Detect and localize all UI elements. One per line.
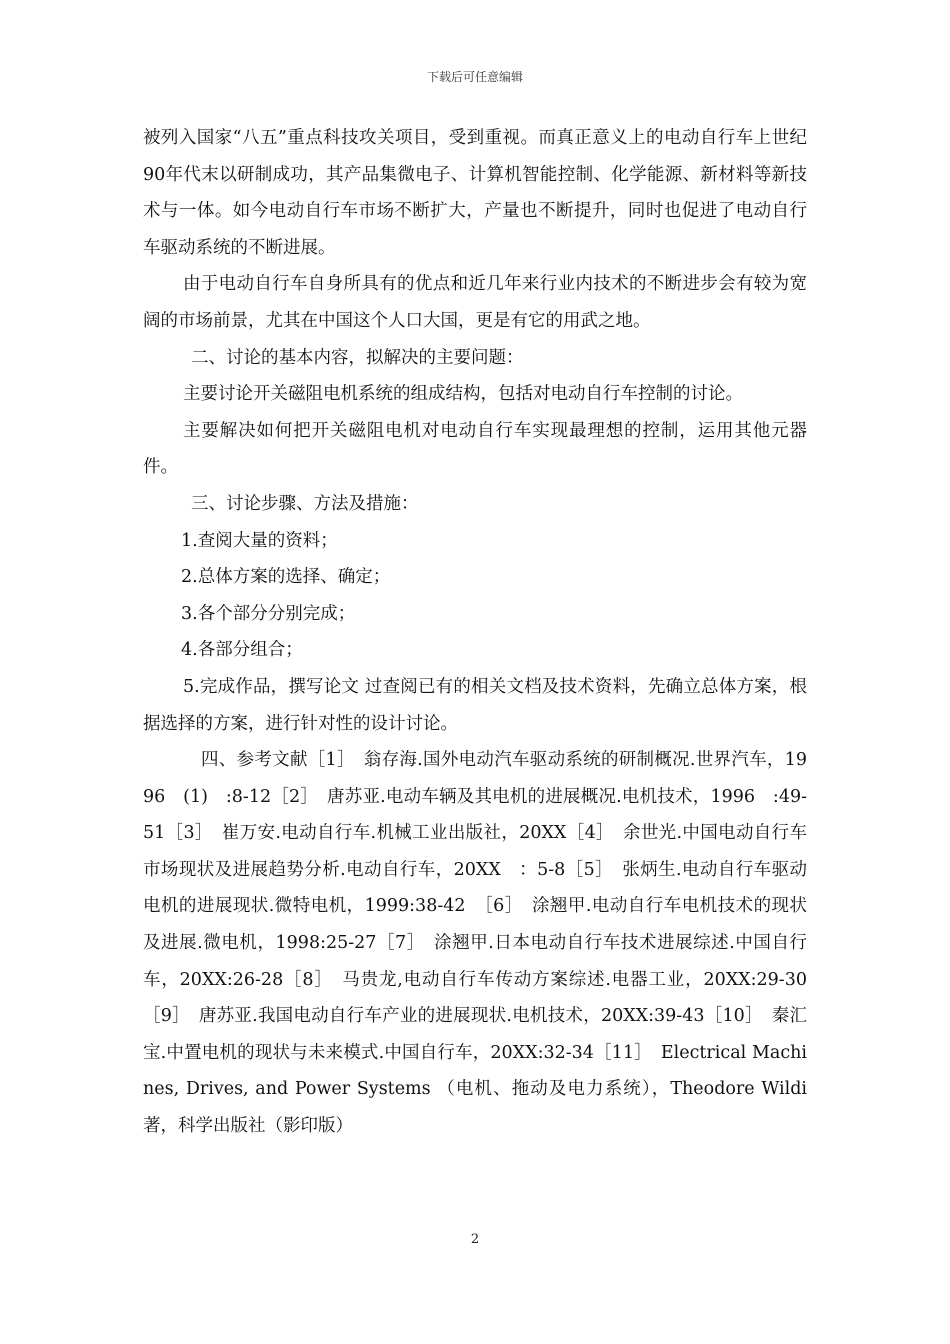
references-section: 四、参考文献［1］ 翁存海.国外电动汽车驱动系统的研制概况.世界汽车，1996 (1) :8-12［2］ 唐苏亚.电动车辆及其电机的进展概况.电机技术，1996 :49-51［3］ 崔万安.电动自行车.机械工业出版社，20XX［4］ 余世光.中国电动自行车市场现状及进展趋势分析.电动自行车，20XX ：5-8［5］ 张炳生.电动自行车驱动电机的进展现状.微特电机，1999:38-42 ［6］ 涂翘甲.电动自行车电机技术的现状及进展.微电机，1998:25-27［7］ 涂翘甲.日本电动自行车技术进展综述.中国自行车，20XX:26-28［8］ 马贵龙,电动自行车传动方案综述.电器工业，20XX:29-30［9］ 唐苏亚.我国电动自行车产业的进展现状.电机技术，20XX:39-43［10］ 秦汇宝.中置电机的现状与未来模式.中国自行车，20XX:32-34［11］ Electrical Machines, Drives, and Power Systems （电机、拖动及电力系统），Theodore Wildi 著，科学出版社（影印版） bbox=[143, 750, 807, 1137]
section-heading-basic-content: 二、讨论的基本内容，拟解决的主要问题： bbox=[191, 347, 524, 368]
paragraph-market-prospect: 由于电动自行车自身所具有的优点和近几年来行业内技术的不断进步会有较为宽阔的市场前景，尤其在中国这个人口大国，更是有它的用武之地。 bbox=[143, 274, 807, 331]
paragraph-background: 被列入国家“八五”重点科技攻关项目，受到重视。而真正意义上的电动自行车上世纪90年代末以研制成功，其产品集微电子、计算机智能控制、化学能源、新材料等新技术与一体。如今电动自行车市场不断扩大，产量也不断提升，同时也促进了电动自行车驱动系统的不断进展。 bbox=[143, 128, 807, 258]
step-item-2: 2.总体方案的选择、确定； bbox=[181, 567, 391, 588]
step-item-1: 1.查阅大量的资料； bbox=[181, 530, 338, 551]
document-body bbox=[143, 120, 807, 1145]
page-header: 下载后可任意编辑 bbox=[426, 70, 523, 84]
page-number: 2 bbox=[470, 1232, 480, 1247]
paragraph-main-solution: 主要解决如何把开关磁阻电机对电动自行车实现最理想的控制，运用其他元器件。 bbox=[143, 420, 807, 478]
section-heading-steps: 三、讨论步骤、方法及措施： bbox=[191, 493, 419, 514]
paragraph-main-discussion: 主要讨论开关磁阻电机系统的组成结构，包括对电动自行车控制的讨论。 bbox=[183, 384, 743, 405]
step-item-4: 4.各部分组合； bbox=[181, 640, 303, 661]
step-item-3: 3.各个部分分别完成； bbox=[181, 603, 356, 624]
step-item-5: 5.完成作品，撰写论文 过查阅已有的相关文档及技术资料，先确立总体方案，根据选择的方案，进行针对性的设计讨论。 bbox=[143, 676, 807, 734]
